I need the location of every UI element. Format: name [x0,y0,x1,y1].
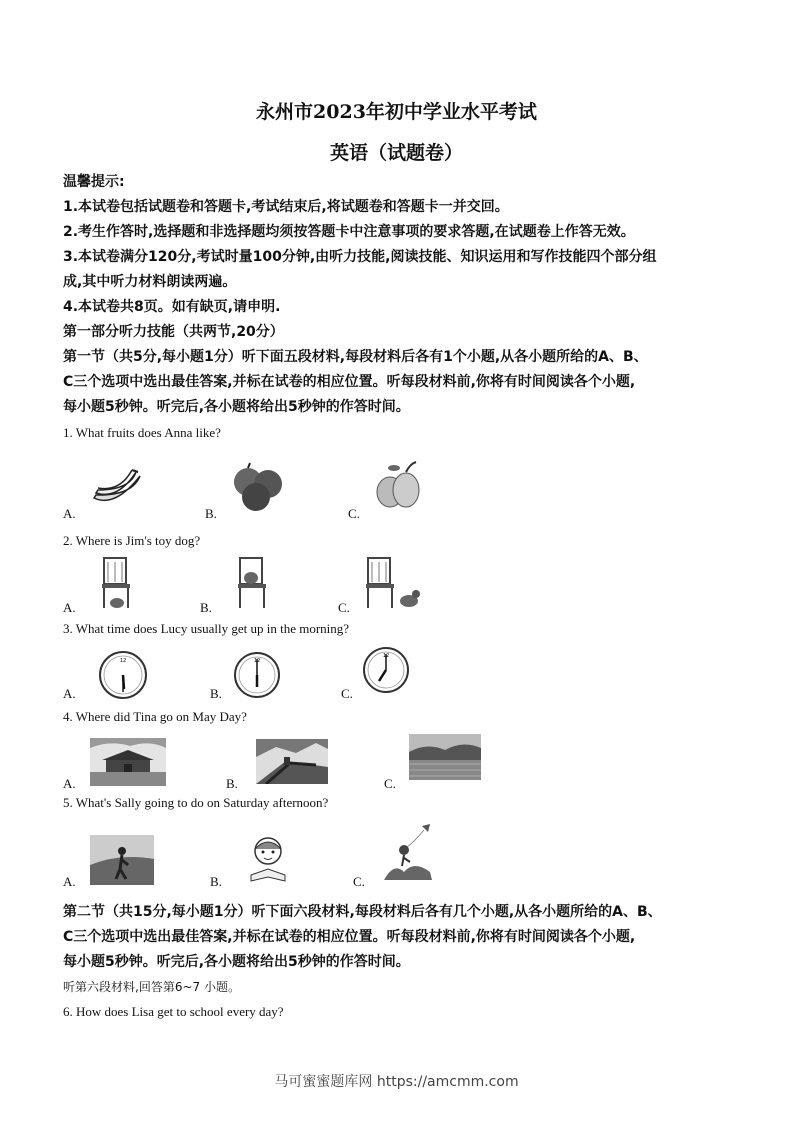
pears-icon [372,460,424,510]
section1-instructions: 每小题5秒钟。听完后,各小题将给出5秒钟的作答时间。 [63,399,410,415]
bananas-icon [90,468,145,508]
option-a-label: A. [63,686,76,701]
svg-text:12: 12 [119,658,127,664]
section1-instructions: 第一节（共5分,每小题1分）听下面五段材料,每段材料后各有1个小题,从各小题所给的A、B、 [63,349,648,365]
page-subtitle: 英语（试题卷） [329,142,463,164]
notice-item: 成,其中听力材料朗读两遍。 [63,274,237,290]
option-c-label: C. [348,506,360,521]
notice-item: 4.本试卷共8页。如有缺页,请申明. [63,299,281,315]
question-3: 3. What time does Lucy usually get up in the morning? [63,621,350,636]
footer-watermark: 马可蜜蜜题库网 https://amcmm.com [274,1074,519,1090]
lake-photo [409,734,481,780]
part1-heading: 第一部分听力技能（共两节,20分） [63,324,284,340]
page-title: 永州市2023年初中学业水平考试 [256,101,537,123]
option-b-label: B. [205,506,217,521]
dog-on-chair-icon [236,556,270,610]
option-b-label: B. [200,600,212,615]
section2-instructions: 每小题5秒钟。听完后,各小题将给出5秒钟的作答时间。 [63,954,410,970]
reading-girl-icon [243,833,293,883]
clock-7-icon [362,646,410,694]
question-2: 2. Where is Jim's toy dog? [63,533,201,548]
apples-icon [228,462,288,512]
option-c-label: C. [384,776,396,791]
option-b-label: B. [210,874,222,889]
option-a-label: A. [63,600,76,615]
option-a-label: A. [63,776,76,791]
hiking-photo [90,835,154,885]
great-wall-photo [256,739,328,784]
question-1: 1. What fruits does Anna like? [63,425,221,440]
section2-note: 听第六段材料,回答第6~7 小题。 [63,980,240,994]
section2-instructions: 第二节（共15分,每小题1分）听下面六段材料,每段材料后各有几个小题,从各小题所给的A、B、 [63,904,662,920]
dog-beside-chair-icon [364,556,424,610]
option-a-label: A. [63,506,76,521]
section1-instructions: C三个选项中选出最佳答案,并标在试卷的相应位置。听每段材料前,你将有时间阅读各个小题, [63,374,636,390]
tiananmen-photo [90,738,166,786]
section2-instructions: C三个选项中选出最佳答案,并标在试卷的相应位置。听每段材料前,你将有时间阅读各个小题, [63,929,636,945]
notice-heading: 温馨提示: [63,174,125,190]
notice-item: 3.本试卷满分120分,考试时量100分钟,由听力技能,阅读技能、知识运用和写作技能四个部分组 [63,249,657,265]
question-4: 4. Where did Tina go on May Day? [63,709,247,724]
clock-6-30-icon [98,650,148,700]
flying-kite-icon [384,822,436,882]
option-b-label: B. [226,776,238,791]
option-c-label: C. [338,600,350,615]
option-c-label: C. [341,686,353,701]
svg-text:12: 12 [382,653,390,659]
question-5: 5. What's Sally going to do on Saturday afternoon? [63,795,329,810]
option-a-label: A. [63,874,76,889]
svg-text:12: 12 [253,658,261,664]
clock-6-icon [233,651,281,699]
dog-under-chair-icon [100,556,134,610]
notice-item: 2.考生作答时,选择题和非选择题均须按答题卡中注意事项的要求答题,在试题卷上作答无效。 [63,224,635,240]
notice-item: 1.本试卷包括试题卷和答题卡,考试结束后,将试题卷和答题卡一并交回。 [63,199,509,215]
question-6: 6. How does Lisa get to school every day? [63,1004,284,1019]
option-b-label: B. [210,686,222,701]
option-c-label: C. [353,874,365,889]
